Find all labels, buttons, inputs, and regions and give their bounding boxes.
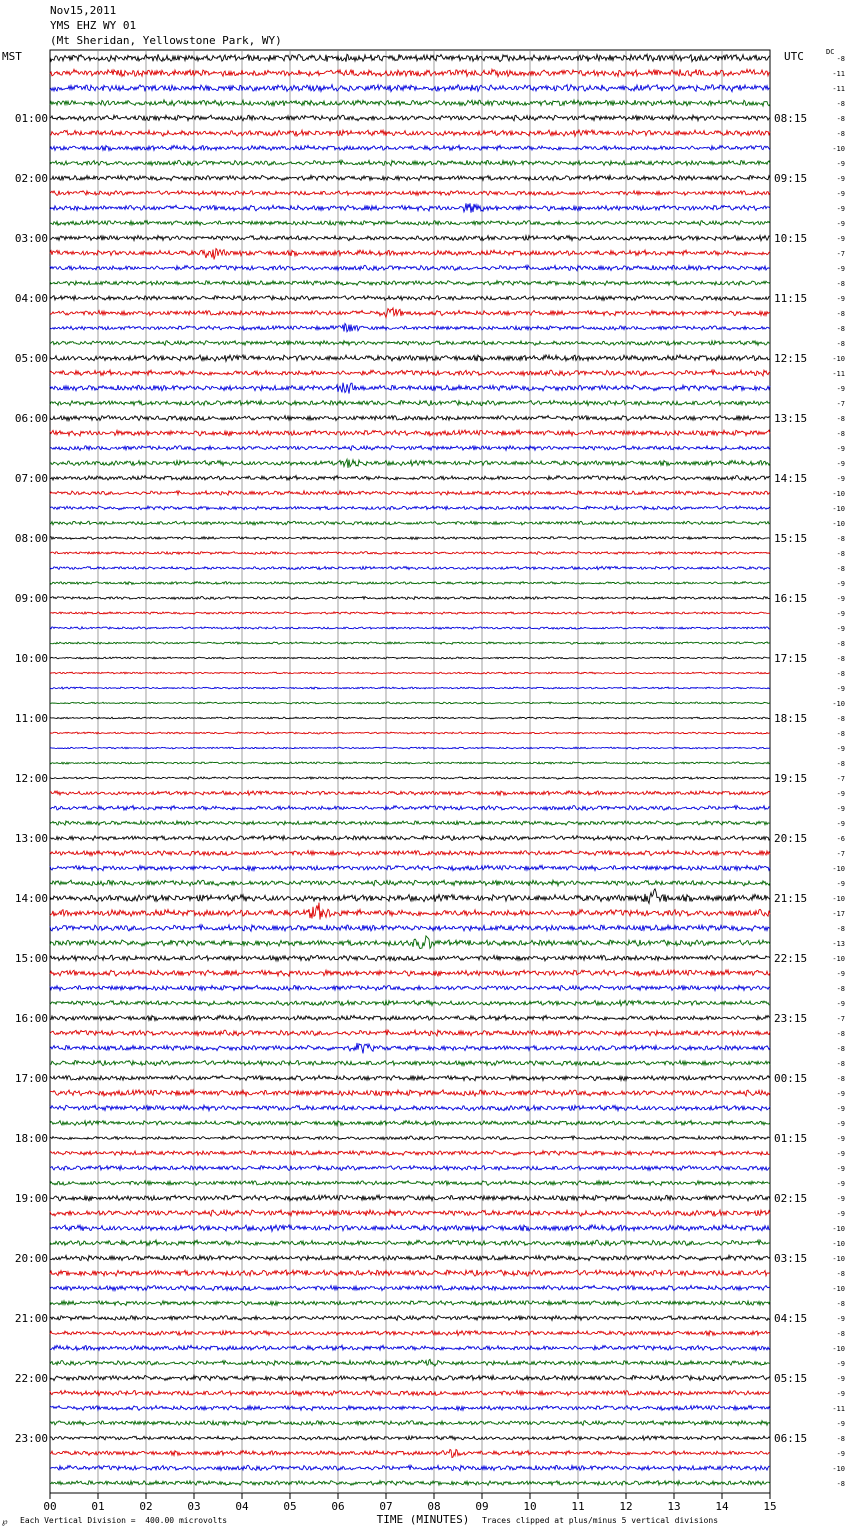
right-hour-label: 22:15 — [774, 952, 808, 965]
trace-row — [50, 1391, 770, 1396]
trace-row — [50, 308, 770, 318]
right-hour-label: 18:15 — [774, 712, 808, 725]
trace-row — [50, 1406, 770, 1411]
trace-row — [50, 702, 770, 704]
left-hour-label: 13:00 — [14, 832, 48, 845]
dc-offset-label: -11 — [832, 370, 845, 378]
trace-row — [50, 903, 770, 920]
trace-row — [50, 1121, 770, 1126]
trace-row — [50, 806, 770, 811]
trace-row — [50, 1286, 770, 1291]
dc-offset-label: -10 — [832, 520, 845, 528]
trace-row — [50, 191, 770, 196]
trace-row — [50, 627, 770, 629]
x-tick-label: 10 — [523, 1500, 537, 1513]
left-hour-label: 08:00 — [14, 532, 48, 545]
dc-offset-label: -9 — [836, 1360, 845, 1368]
dc-offset-label: -7 — [836, 1015, 845, 1023]
dc-offset-label: -8 — [836, 1045, 845, 1053]
dc-offset-label: -8 — [836, 640, 845, 648]
dc-offset-label: -8 — [836, 730, 845, 738]
dc-offset-label: -10 — [832, 865, 845, 873]
left-timezone-label: MST — [2, 50, 22, 63]
left-hour-label: 15:00 — [14, 952, 48, 965]
dc-offset-label: -8 — [836, 1270, 845, 1278]
left-hour-label: 18:00 — [14, 1132, 48, 1145]
left-hour-label: 04:00 — [14, 292, 48, 305]
trace-row — [50, 1255, 770, 1260]
dc-offset-label: -8 — [836, 550, 845, 558]
dc-offset-label: -8 — [836, 760, 845, 768]
trace-row — [50, 491, 770, 495]
dc-offset-label: -8 — [836, 535, 845, 543]
left-hour-label: 03:00 — [14, 232, 48, 245]
dc-offset-label: -11 — [832, 85, 845, 93]
trace-row — [50, 506, 770, 510]
corner-mark: ℘ — [2, 1517, 8, 1526]
dc-offset-label: -7 — [836, 850, 845, 858]
right-hour-label: 08:15 — [774, 112, 808, 125]
trace-row — [50, 160, 770, 165]
trace-row — [50, 203, 770, 212]
trace-row — [50, 612, 770, 614]
left-hour-label: 22:00 — [14, 1372, 48, 1385]
x-tick-label: 00 — [43, 1500, 57, 1513]
dc-offset-label: -9 — [836, 1195, 845, 1203]
dc-offset-label: -9 — [836, 1210, 845, 1218]
dc-offset-label: -8 — [836, 1060, 845, 1068]
trace-row — [50, 925, 770, 931]
dc-offset-label: -9 — [836, 445, 845, 453]
dc-offset-label: -8 — [836, 325, 845, 333]
trace-row — [50, 1076, 770, 1081]
dc-offset-label: -9 — [836, 595, 845, 603]
dc-offset-label: -8 — [836, 1330, 845, 1338]
trace-row — [50, 791, 770, 795]
left-hour-label: 14:00 — [14, 892, 48, 905]
dc-offset-label: -9 — [836, 460, 845, 468]
trace-row — [50, 1136, 770, 1140]
header-station: YMS EHZ WY 01 — [50, 19, 137, 32]
left-hour-label: 19:00 — [14, 1192, 48, 1205]
left-hour-label: 11:00 — [14, 712, 48, 725]
left-hour-label: 09:00 — [14, 592, 48, 605]
trace-row — [50, 1375, 770, 1380]
dc-offset-label: -10 — [832, 355, 845, 363]
right-hour-label: 09:15 — [774, 172, 808, 185]
right-hour-label: 03:15 — [774, 1252, 808, 1265]
right-hour-label: 21:15 — [774, 892, 808, 905]
dc-offset-label: -9 — [836, 1150, 845, 1158]
trace-row — [50, 296, 770, 301]
trace-row — [50, 970, 770, 976]
dc-offset-label: -9 — [836, 1120, 845, 1128]
trace-row — [50, 1015, 770, 1020]
trace-row — [50, 1359, 770, 1366]
dc-offset-label: -9 — [836, 1315, 845, 1323]
right-hour-label: 16:15 — [774, 592, 808, 605]
trace-row — [50, 236, 770, 241]
dc-offset-label: -8 — [836, 55, 845, 63]
trace-row — [50, 537, 770, 540]
trace-row — [50, 1270, 770, 1276]
trace-row — [50, 175, 770, 180]
dc-offset-label: -11 — [832, 1405, 845, 1413]
trace-row — [50, 1090, 770, 1096]
dc-offset-label: -9 — [836, 745, 845, 753]
right-hour-label: 19:15 — [774, 772, 808, 785]
trace-row — [50, 732, 770, 734]
dc-offset-label: -8 — [836, 100, 845, 108]
dc-offset-label: -9 — [836, 1105, 845, 1113]
trace-row — [50, 1060, 770, 1065]
trace-row — [50, 459, 770, 468]
trace-row — [50, 476, 770, 481]
dc-offset-label: -9 — [836, 970, 845, 978]
dc-offset-label: -8 — [836, 130, 845, 138]
dc-offset-label: -9 — [836, 1000, 845, 1008]
dc-offset-label: -9 — [836, 205, 845, 213]
trace-row — [50, 1001, 770, 1006]
x-axis — [43, 1493, 776, 1513]
trace-row — [50, 1436, 770, 1440]
header-location: (Mt Sheridan, Yellowstone Park, WY) — [50, 34, 282, 47]
x-tick-label: 08 — [427, 1500, 441, 1513]
trace-row — [50, 955, 770, 961]
dc-offset-label: -9 — [836, 1165, 845, 1173]
trace-row — [50, 130, 770, 136]
trace-row — [50, 687, 770, 689]
dc-offset-label: -10 — [832, 1225, 845, 1233]
trace-row — [50, 249, 770, 260]
dc-offset-label: -9 — [836, 1375, 845, 1383]
right-hour-label: 15:15 — [774, 532, 808, 545]
trace-row — [50, 145, 770, 150]
trace-row — [50, 54, 770, 61]
right-hour-labels — [774, 112, 807, 1445]
right-hour-label: 13:15 — [774, 412, 808, 425]
trace-row — [50, 281, 770, 286]
left-hour-label: 16:00 — [14, 1012, 48, 1025]
right-hour-label: 17:15 — [774, 652, 808, 665]
dc-offset-label: -9 — [836, 1180, 845, 1188]
trace-row — [50, 1465, 770, 1470]
trace-row — [50, 115, 770, 121]
trace-row — [50, 265, 770, 270]
dc-offset-label: -8 — [836, 430, 845, 438]
trace-row — [50, 1331, 770, 1336]
trace-row — [50, 985, 770, 990]
trace-row — [50, 85, 770, 92]
dc-offset-label: -9 — [836, 805, 845, 813]
trace-row — [50, 1105, 770, 1111]
dc-offset-labels — [832, 55, 845, 1488]
right-hour-label: 12:15 — [774, 352, 808, 365]
dc-offset-label: -9 — [836, 820, 845, 828]
trace-row — [50, 851, 770, 856]
dc-offset-label: -8 — [836, 1030, 845, 1038]
right-hour-label: 11:15 — [774, 292, 808, 305]
dc-offset-label: -9 — [836, 475, 845, 483]
dc-offset-label: -9 — [836, 1135, 845, 1143]
dc-offset-label: -10 — [832, 955, 845, 963]
trace-row — [50, 221, 770, 226]
left-hour-label: 20:00 — [14, 1252, 48, 1265]
trace-row — [50, 747, 770, 749]
dc-offset-label: -10 — [832, 490, 845, 498]
trace-row — [50, 717, 770, 719]
trace-row — [50, 1421, 770, 1426]
right-hour-label: 10:15 — [774, 232, 808, 245]
clip-note: Traces clipped at plus/minus 5 vertical divisions — [482, 1516, 719, 1525]
dc-offset-label: -9 — [836, 1390, 845, 1398]
left-hour-label: 23:00 — [14, 1432, 48, 1445]
left-hour-label: 01:00 — [14, 112, 48, 125]
dc-offset-label: -8 — [836, 1435, 845, 1443]
dc-offset-label: -9 — [836, 385, 845, 393]
x-tick-label: 11 — [571, 1500, 585, 1513]
dc-offset-label: -11 — [832, 70, 845, 78]
dc-offset-label: -10 — [832, 505, 845, 513]
trace-row — [50, 341, 770, 346]
right-hour-label: 04:15 — [774, 1312, 808, 1325]
dc-offset-label: -8 — [836, 925, 845, 933]
left-hour-label: 17:00 — [14, 1072, 48, 1085]
x-tick-label: 04 — [235, 1500, 249, 1513]
left-hour-label: 12:00 — [14, 772, 48, 785]
right-hour-label: 01:15 — [774, 1132, 808, 1145]
trace-row — [50, 865, 770, 870]
x-tick-label: 13 — [667, 1500, 681, 1513]
trace-row — [50, 1043, 770, 1053]
dc-offset-label: -10 — [832, 1240, 845, 1248]
dc-offset-label: -8 — [836, 340, 845, 348]
dc-offset-label: -10 — [832, 895, 845, 903]
x-tick-label: 05 — [283, 1500, 297, 1513]
dc-offset-label: -9 — [836, 295, 845, 303]
dc-offset-label: -7 — [836, 400, 845, 408]
dc-offset-label: -6 — [836, 835, 845, 843]
trace-row — [50, 1301, 770, 1306]
dc-offset-label: -9 — [836, 220, 845, 228]
left-hour-label: 02:00 — [14, 172, 48, 185]
dc-offset-label: -8 — [836, 1480, 845, 1488]
dc-offset-label: -8 — [836, 1300, 845, 1308]
dc-offset-label: -13 — [832, 940, 845, 948]
trace-row — [50, 430, 770, 436]
dc-offset-label: -8 — [836, 565, 845, 573]
dc-offset-label: -8 — [836, 985, 845, 993]
trace-row — [50, 521, 770, 525]
right-hour-label: 20:15 — [774, 832, 808, 845]
trace-row — [50, 889, 770, 903]
scale-note: Each Vertical Division = 400.00 microvolts — [20, 1516, 228, 1525]
trace-row — [50, 777, 770, 779]
x-tick-label: 06 — [331, 1500, 345, 1513]
dc-offset-label: -10 — [832, 700, 845, 708]
header-date: Nov15,2011 — [50, 4, 117, 17]
right-hour-label: 14:15 — [774, 472, 808, 485]
trace-row — [50, 1345, 770, 1350]
dc-offset-label: -9 — [836, 1420, 845, 1428]
trace-row — [50, 657, 770, 659]
dc-offset-label: -8 — [836, 715, 845, 723]
left-hour-labels — [15, 112, 48, 1445]
dc-offset-label: -8 — [836, 280, 845, 288]
dc-offset-label: -9 — [836, 880, 845, 888]
trace-row — [50, 582, 770, 585]
trace-row — [50, 1450, 770, 1458]
dc-offset-label: -10 — [832, 1285, 845, 1293]
x-tick-label: 15 — [763, 1500, 777, 1513]
left-hour-label: 05:00 — [14, 352, 48, 365]
dc-offset-label: -8 — [836, 670, 845, 678]
x-tick-label: 03 — [187, 1500, 201, 1513]
trace-row — [50, 416, 770, 421]
trace-row — [50, 1481, 770, 1486]
dc-offset-label: -9 — [836, 1090, 845, 1098]
right-hour-label: 05:15 — [774, 1372, 808, 1385]
trace-row — [50, 1030, 770, 1036]
dc-offset-label: -9 — [836, 1450, 845, 1458]
dc-offset-label: -10 — [832, 1345, 845, 1353]
dc-label: DC — [826, 48, 835, 56]
right-hour-label: 00:15 — [774, 1072, 808, 1085]
x-tick-label: 12 — [619, 1500, 633, 1513]
dc-offset-label: -9 — [836, 190, 845, 198]
x-tick-label: 01 — [91, 1500, 105, 1513]
trace-row — [50, 324, 770, 332]
trace-row — [50, 642, 770, 644]
dc-offset-label: -9 — [836, 160, 845, 168]
right-hour-label: 23:15 — [774, 1012, 808, 1025]
dc-offset-label: -8 — [836, 1075, 845, 1083]
trace-row — [50, 1195, 770, 1201]
trace-row — [50, 100, 770, 106]
trace-row — [50, 936, 770, 949]
trace-row — [50, 1151, 770, 1156]
trace-row — [50, 383, 770, 394]
trace-row — [50, 597, 770, 600]
left-hour-label: 21:00 — [14, 1312, 48, 1325]
x-tick-label: 07 — [379, 1500, 393, 1513]
trace-row — [50, 821, 770, 825]
trace-row — [50, 836, 770, 841]
trace-row — [50, 446, 770, 451]
dc-offset-label: -10 — [832, 1255, 845, 1263]
x-tick-label: 14 — [715, 1500, 729, 1513]
trace-row — [50, 370, 770, 376]
dc-offset-label: -9 — [836, 625, 845, 633]
dc-offset-label: -8 — [836, 415, 845, 423]
dc-offset-label: -8 — [836, 310, 845, 318]
dc-offset-label: -9 — [836, 235, 845, 243]
trace-row — [50, 880, 770, 886]
dc-offset-label: -9 — [836, 580, 845, 588]
dc-offset-label: -8 — [836, 115, 845, 123]
trace-row — [50, 762, 770, 764]
trace-row — [50, 566, 770, 569]
dc-offset-label: -17 — [832, 910, 845, 918]
trace-row — [50, 1210, 770, 1216]
x-tick-label: 09 — [475, 1500, 489, 1513]
dc-offset-label: -8 — [836, 655, 845, 663]
dc-offset-label: -9 — [836, 175, 845, 183]
x-tick-label: 02 — [139, 1500, 153, 1513]
right-hour-label: 06:15 — [774, 1432, 808, 1445]
trace-row — [50, 355, 770, 361]
dc-offset-label: -9 — [836, 790, 845, 798]
left-hour-label: 10:00 — [14, 652, 48, 665]
trace-row — [50, 672, 770, 674]
dc-offset-label: -9 — [836, 610, 845, 618]
dc-offset-label: -7 — [836, 250, 845, 258]
trace-row — [50, 1181, 770, 1186]
x-axis-title: TIME (MINUTES) — [376, 1513, 470, 1526]
trace-row — [50, 1240, 770, 1246]
dc-offset-label: -9 — [836, 685, 845, 693]
dc-offset-label: -9 — [836, 265, 845, 273]
right-hour-label: 02:15 — [774, 1192, 808, 1205]
trace-row — [50, 1166, 770, 1171]
trace-row — [50, 69, 770, 76]
seismic-traces — [50, 54, 770, 1485]
left-hour-label: 07:00 — [14, 472, 48, 485]
trace-row — [50, 400, 770, 405]
trace-row — [50, 1316, 770, 1321]
trace-row — [50, 1225, 770, 1231]
right-timezone-label: UTC — [784, 50, 804, 63]
dc-offset-label: -10 — [832, 145, 845, 153]
dc-offset-label: -10 — [832, 1465, 845, 1473]
trace-row — [50, 552, 770, 555]
dc-offset-label: -7 — [836, 775, 845, 783]
left-hour-label: 06:00 — [14, 412, 48, 425]
